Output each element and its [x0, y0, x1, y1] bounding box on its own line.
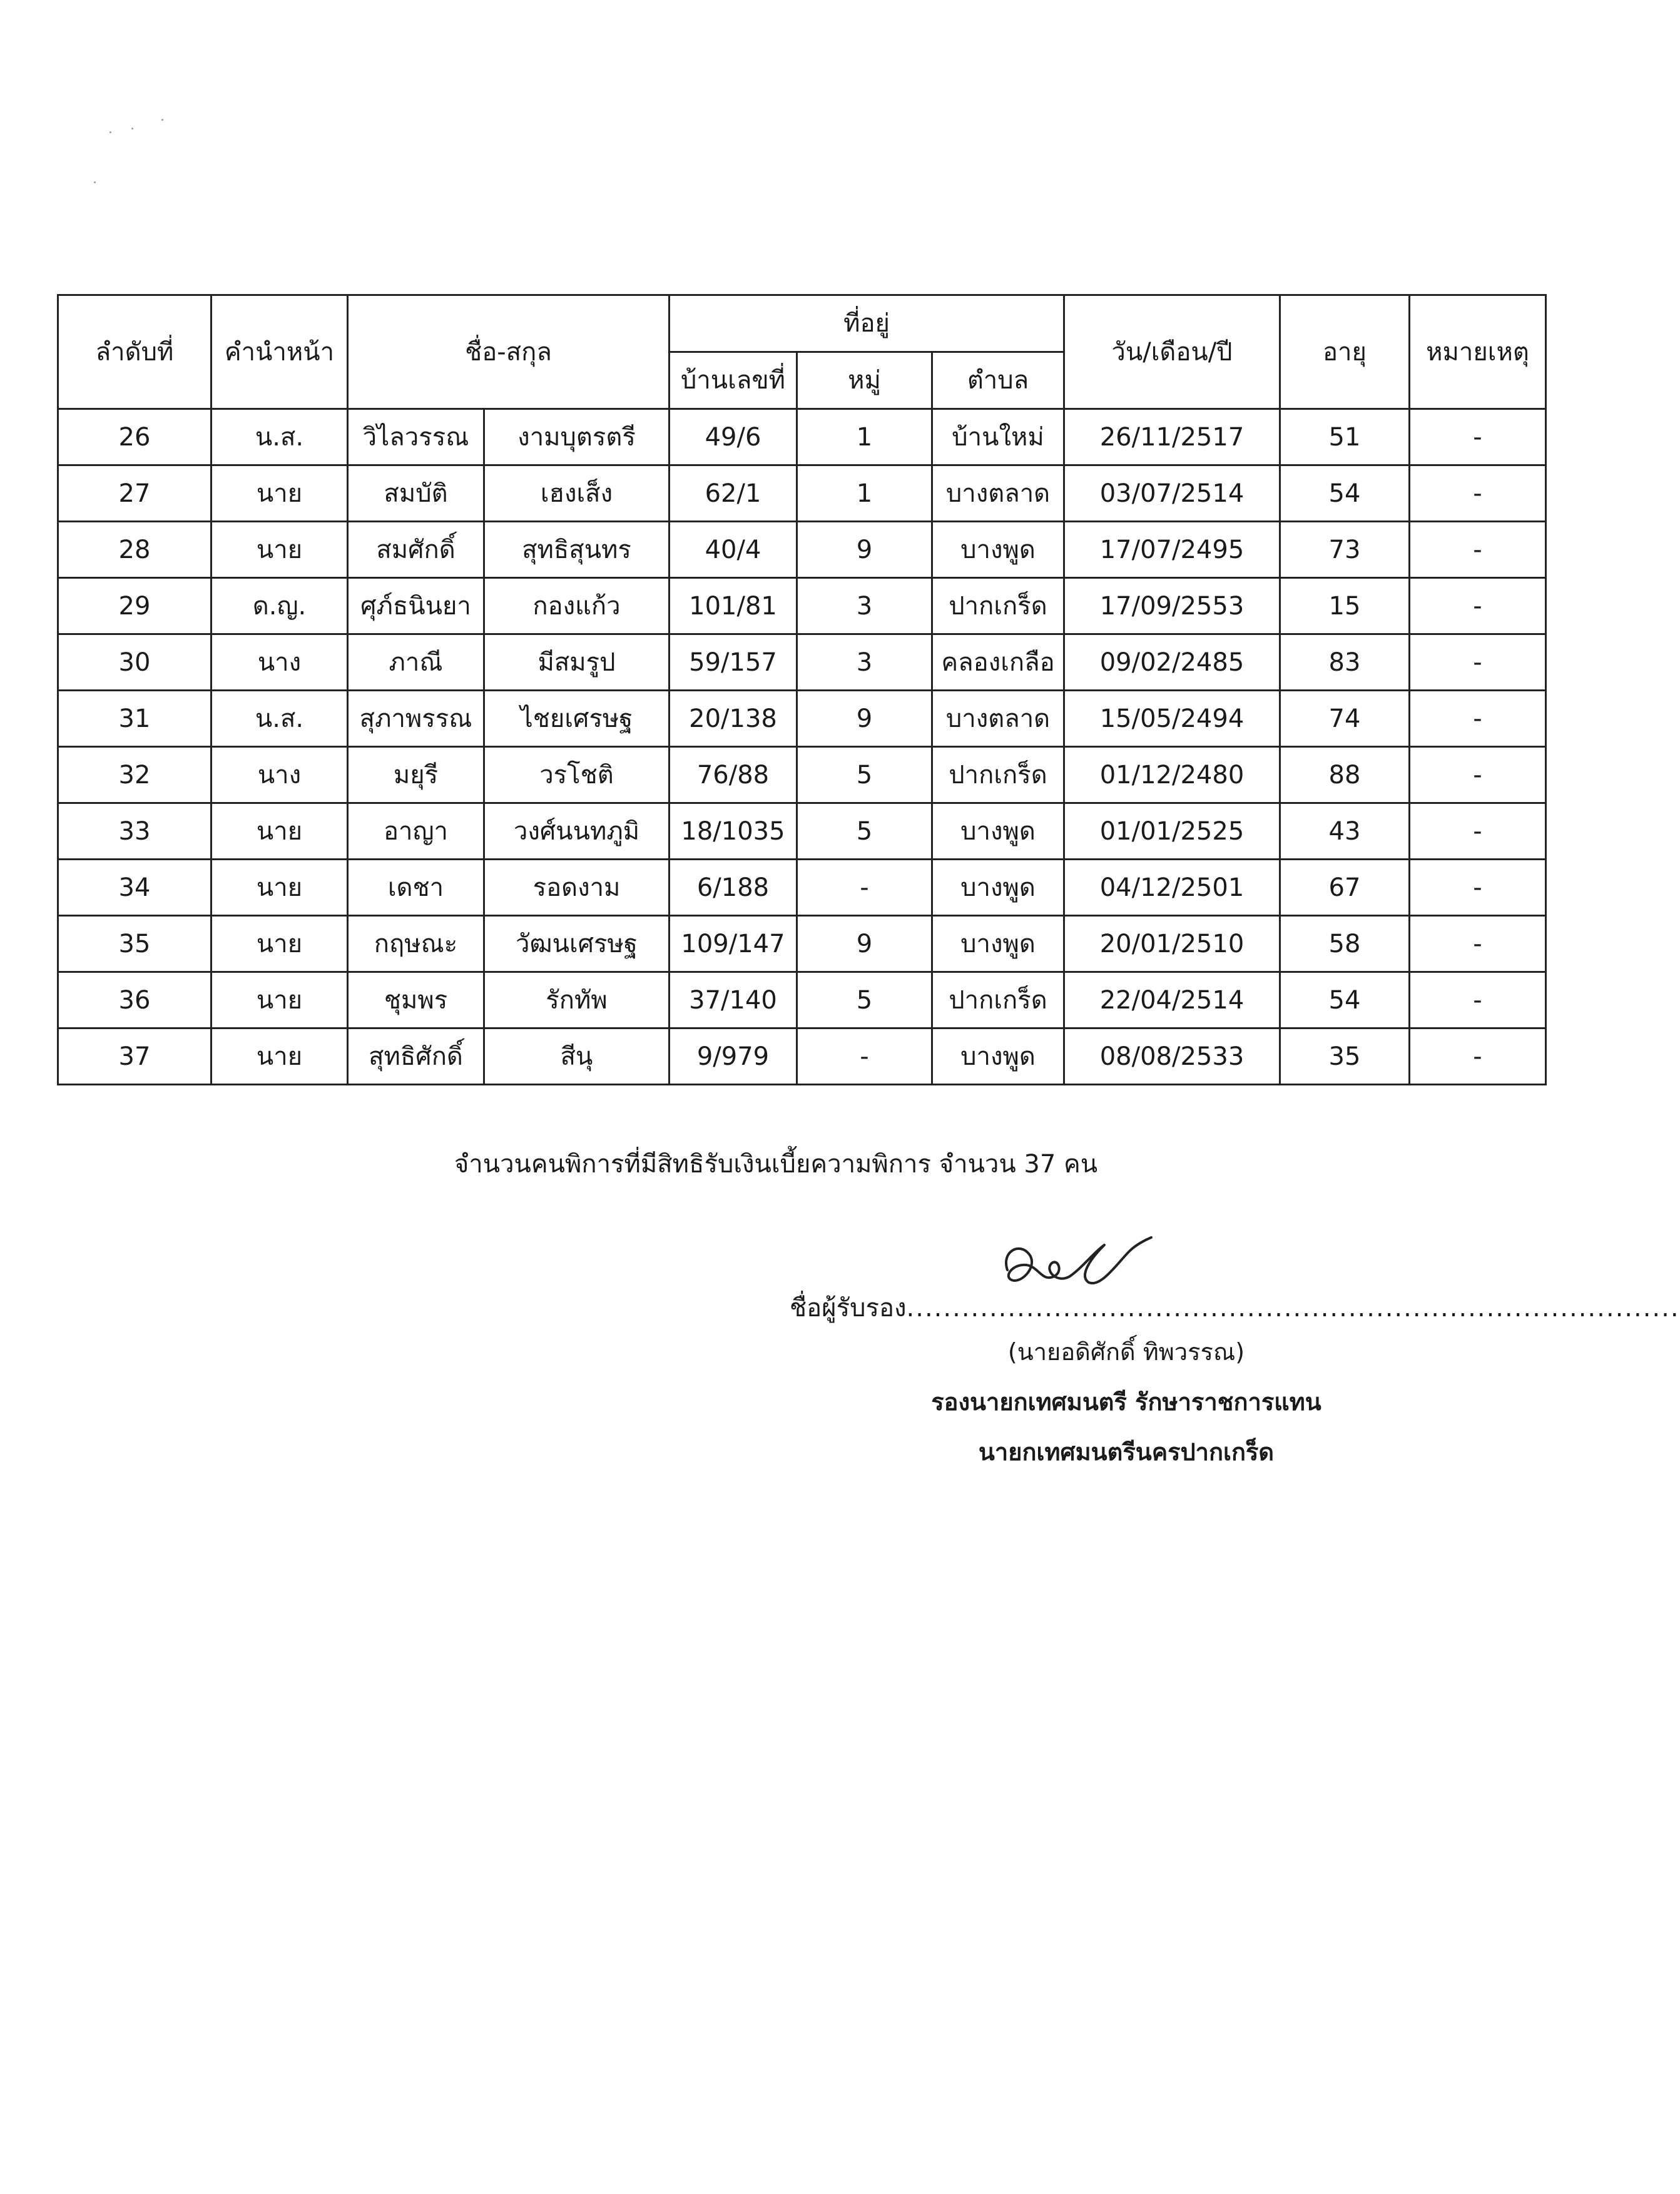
cell-last-name: กองแก้ว	[484, 578, 669, 634]
cell-prefix: นาย	[211, 1028, 348, 1085]
cell-birth-date: 04/12/2501	[1064, 860, 1280, 916]
cell-house-no: 20/138	[669, 691, 797, 747]
cell-first-name: วิไลวรรณ	[348, 409, 484, 465]
cell-remark: -	[1410, 747, 1546, 803]
cell-no: 36	[58, 972, 211, 1028]
cell-moo: 5	[797, 803, 932, 860]
cell-age: 67	[1280, 860, 1410, 916]
cell-birth-date: 26/11/2517	[1064, 409, 1280, 465]
cell-age: 43	[1280, 803, 1410, 860]
cell-moo: -	[797, 860, 932, 916]
table-row	[58, 522, 1546, 578]
header-house-no: บ้านเลขที่	[669, 352, 797, 409]
cell-moo: 9	[797, 522, 932, 578]
cell-prefix: นาย	[211, 916, 348, 972]
cell-first-name: สุภาพรรณ	[348, 691, 484, 747]
cell-age: 15	[1280, 578, 1410, 634]
cell-house-no: 37/140	[669, 972, 797, 1028]
cell-birth-date: 22/04/2514	[1064, 972, 1280, 1028]
table-row	[58, 860, 1546, 916]
cell-moo: 1	[797, 409, 932, 465]
cell-birth-date: 20/01/2510	[1064, 916, 1280, 972]
summary-text: จำนวนคนพิการที่มีสิทธิรับเงินเบี้ยความพิการ จำนวน 37 คน	[454, 1150, 1098, 1179]
cell-first-name: มยุรี	[348, 747, 484, 803]
cell-moo: 5	[797, 972, 932, 1028]
cell-age: 35	[1280, 1028, 1410, 1085]
cell-last-name: ไชยเศรษฐ	[484, 691, 669, 747]
cell-house-no: 6/188	[669, 860, 797, 916]
signature-dotted-line: ....................................................................................	[906, 1294, 1680, 1323]
cell-remark: -	[1410, 972, 1546, 1028]
cell-last-name: วงศ์นนทภูมิ	[484, 803, 669, 860]
cell-first-name: ศุภ์ธนินยา	[348, 578, 484, 634]
cell-last-name: รักทัพ	[484, 972, 669, 1028]
table-row	[58, 578, 1546, 634]
cell-tambon: บางพูด	[932, 860, 1064, 916]
table-row	[58, 916, 1546, 972]
cell-last-name: สุทธิสุนทร	[484, 522, 669, 578]
cell-last-name: สีนุ	[484, 1028, 669, 1085]
header-no: ลำดับที่	[58, 295, 211, 409]
cell-prefix: ด.ญ.	[211, 578, 348, 634]
cell-age: 58	[1280, 916, 1410, 972]
cell-first-name: เดชา	[348, 860, 484, 916]
cell-prefix: น.ส.	[211, 691, 348, 747]
cell-first-name: สุทธิศักดิ์	[348, 1028, 484, 1085]
cell-tambon: บางพูด	[932, 803, 1064, 860]
cell-no: 33	[58, 803, 211, 860]
cell-house-no: 18/1035	[669, 803, 797, 860]
cell-remark: -	[1410, 409, 1546, 465]
cell-remark: -	[1410, 465, 1546, 522]
table-row	[58, 465, 1546, 522]
cell-birth-date: 03/07/2514	[1064, 465, 1280, 522]
cell-birth-date: 08/08/2533	[1064, 1028, 1280, 1085]
cell-tambon: ปากเกร็ด	[932, 578, 1064, 634]
cell-no: 37	[58, 1028, 211, 1085]
cell-no: 34	[58, 860, 211, 916]
table-row	[58, 747, 1546, 803]
cell-house-no: 76/88	[669, 747, 797, 803]
cell-last-name: มีสมรูป	[484, 634, 669, 691]
cell-age: 54	[1280, 972, 1410, 1028]
handwritten-signature	[995, 1226, 1158, 1308]
cell-remark: -	[1410, 691, 1546, 747]
records-table	[57, 294, 1547, 1085]
cell-first-name: สมศักดิ์	[348, 522, 484, 578]
cell-birth-date: 01/12/2480	[1064, 747, 1280, 803]
cell-moo: 3	[797, 578, 932, 634]
cell-prefix: นาง	[211, 747, 348, 803]
cell-remark: -	[1410, 522, 1546, 578]
cell-birth-date: 09/02/2485	[1064, 634, 1280, 691]
cell-prefix: นาย	[211, 972, 348, 1028]
cell-age: 74	[1280, 691, 1410, 747]
cell-first-name: ชุมพร	[348, 972, 484, 1028]
cell-last-name: เฮงเส็ง	[484, 465, 669, 522]
cell-no: 29	[58, 578, 211, 634]
cell-moo: 9	[797, 691, 932, 747]
cell-birth-date: 01/01/2525	[1064, 803, 1280, 860]
cell-house-no: 9/979	[669, 1028, 797, 1085]
cell-moo: 5	[797, 747, 932, 803]
header-address: ที่อยู่	[669, 295, 1064, 352]
cell-last-name: งามบุตรตรี	[484, 409, 669, 465]
cell-house-no: 40/4	[669, 522, 797, 578]
cell-house-no: 59/157	[669, 634, 797, 691]
cell-birth-date: 15/05/2494	[1064, 691, 1280, 747]
cell-no: 28	[58, 522, 211, 578]
header-name: ชื่อ-สกุล	[348, 295, 669, 409]
table-row	[58, 409, 1546, 465]
cell-moo: -	[797, 1028, 932, 1085]
cell-age: 54	[1280, 465, 1410, 522]
table-row	[58, 972, 1546, 1028]
cell-house-no: 49/6	[669, 409, 797, 465]
cell-age: 83	[1280, 634, 1410, 691]
cell-prefix: นาย	[211, 465, 348, 522]
cell-tambon: บางพูด	[932, 1028, 1064, 1085]
cell-remark: -	[1410, 860, 1546, 916]
cell-moo: 3	[797, 634, 932, 691]
cell-last-name: วรโชติ	[484, 747, 669, 803]
cell-no: 30	[58, 634, 211, 691]
scan-specks	[94, 106, 219, 200]
cell-first-name: กฤษณะ	[348, 916, 484, 972]
cell-prefix: นาย	[211, 522, 348, 578]
certifier-position-1: รองนายกเทศมนตรี รักษาราชการแทน	[931, 1388, 1321, 1416]
cell-age: 73	[1280, 522, 1410, 578]
cell-tambon: บางพูด	[932, 522, 1064, 578]
cell-tambon: คลองเกลือ	[932, 634, 1064, 691]
cell-moo: 9	[797, 916, 932, 972]
certifier-position-2: นายกเทศมนตรีนครปากเกร็ด	[978, 1438, 1275, 1466]
header-remark: หมายเหตุ	[1410, 295, 1546, 409]
cell-birth-date: 17/07/2495	[1064, 522, 1280, 578]
table-row	[58, 803, 1546, 860]
cell-tambon: บางตลาด	[932, 465, 1064, 522]
cell-first-name: ภาณี	[348, 634, 484, 691]
cell-tambon: ปากเกร็ด	[932, 747, 1064, 803]
cell-last-name: รอดงาม	[484, 860, 669, 916]
cell-house-no: 101/81	[669, 578, 797, 634]
cell-no: 26	[58, 409, 211, 465]
header-tambon: ตำบล	[932, 352, 1064, 409]
cell-birth-date: 17/09/2553	[1064, 578, 1280, 634]
cell-moo: 1	[797, 465, 932, 522]
cell-age: 51	[1280, 409, 1410, 465]
cell-prefix: นาง	[211, 634, 348, 691]
cell-house-no: 109/147	[669, 916, 797, 972]
cell-tambon: บ้านใหม่	[932, 409, 1064, 465]
cell-remark: -	[1410, 578, 1546, 634]
table-row	[58, 1028, 1546, 1085]
cell-last-name: วัฒนเศรษฐ	[484, 916, 669, 972]
table-body	[58, 409, 1546, 1085]
cell-no: 27	[58, 465, 211, 522]
cell-no: 35	[58, 916, 211, 972]
header-prefix: คำนำหน้า	[211, 295, 348, 409]
header-moo: หมู่	[797, 352, 932, 409]
cell-remark: -	[1410, 916, 1546, 972]
table-row	[58, 691, 1546, 747]
table-row	[58, 634, 1546, 691]
cell-tambon: ปากเกร็ด	[932, 972, 1064, 1028]
cell-first-name: อาญา	[348, 803, 484, 860]
certifier-name: (นายอดิศักดิ์ ทิพวรรณ)	[1007, 1338, 1245, 1366]
cell-prefix: นาย	[211, 860, 348, 916]
certifier-label: ชื่อผู้รับรอง	[790, 1294, 907, 1323]
cell-age: 88	[1280, 747, 1410, 803]
cell-tambon: บางพูด	[932, 916, 1064, 972]
cell-prefix: น.ส.	[211, 409, 348, 465]
cell-prefix: นาย	[211, 803, 348, 860]
cell-no: 32	[58, 747, 211, 803]
cell-remark: -	[1410, 803, 1546, 860]
cell-tambon: บางตลาด	[932, 691, 1064, 747]
header-birth-date: วัน/เดือน/ปี	[1064, 295, 1280, 409]
certifier-line	[790, 1287, 1680, 1328]
cell-house-no: 62/1	[669, 465, 797, 522]
cell-first-name: สมบัติ	[348, 465, 484, 522]
cell-remark: -	[1410, 1028, 1546, 1085]
cell-remark: -	[1410, 634, 1546, 691]
cell-no: 31	[58, 691, 211, 747]
header-age: อายุ	[1280, 295, 1410, 409]
